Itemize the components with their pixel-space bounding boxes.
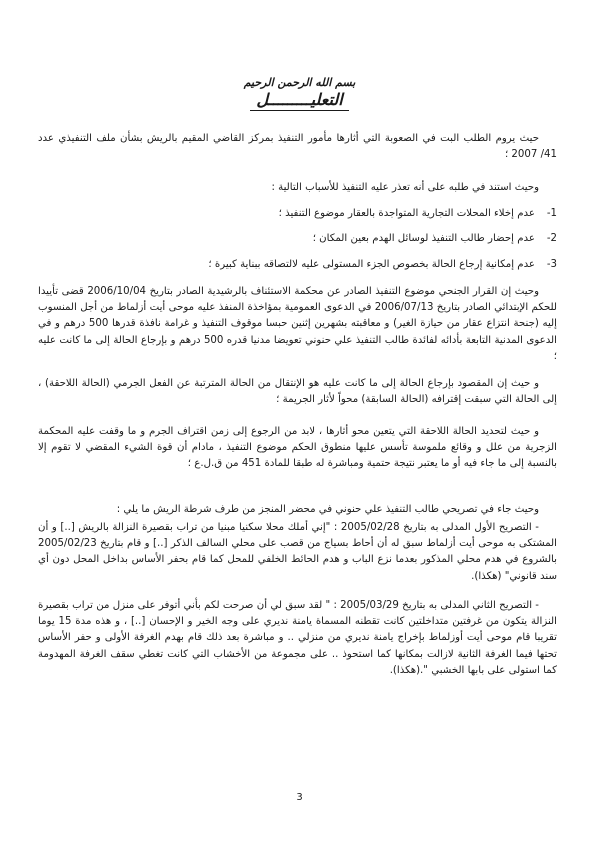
reason-number: 2-: [546, 233, 557, 244]
reason-text: عدم إحضار طالب التنفيذ لوسائل الهدم بعين المكان ؛: [312, 233, 535, 244]
page-number: 3: [296, 792, 303, 803]
section-title-text: التعليـــــــــل: [250, 90, 348, 111]
reason-item: [42, 258, 557, 272]
basmala-header: بسم الله الرحمن الرحيم: [243, 76, 356, 89]
paragraph-subsequent-state: و حيث لتحديد الحالة اللاحقة التي يتعين محو أثارها ، لابد من الرجوع إلى زمن اقتراف الجرم و ما وقفت عليه المحكمة الزجرية من علل و وقائع ملموسة تأسس عليها منطوق الحكم موضوع التنفيذ ، مادام أن قوة الشيء المقضي لا تقوم إلا بالنسبة إلى ما جاء فيه أو ما يعتبر نتيجة حتمية ومباشرة له طبقا للمادة 451 من ق.ل.ع ؛: [38, 426, 557, 470]
reason-item: [42, 207, 557, 221]
reason-number: 1-: [546, 208, 557, 219]
paragraph-first-statement: - التصريح الأول المدلى به بتاريخ 2005/02/28 : "إني أملك محلا سكنيا مبنيا من تراب بقصيرة النزالة بالريش [..] و أن المشتكى به موحى أيت أزلماط سبق له أن أحاط بسياج من قصب على محلي السالف الذكر [..] و قام بتاريخ 2005/02/23 بالشروع في هدم محلي المذكور بعدما نزع الباب و هدم الحائط الخلفي للمحل كما قام بحفر الأساس بداخل المحل دون أي سند قانوني" (هكذا).: [38, 522, 557, 582]
paragraph-second-statement: - التصريح الثاني المدلى به بتاريخ 2005/03/29 : " لقد سبق لي أن صرحت لكم بأني أتوفر على منزل من تراب بقصيرة النزالة يتكون من غرفتين متداخلتين كانت تقطنه المسماة يامنة نديري على وجه الخير و الإحسان [..] ، و هذه مدة 15 يوما تقريبا قام موحى أيت أوزلماط بإخراج يامنة نديري من منزلي .. و مباشرة بعد ذلك قام بهدم الغرفة الأولى و حفر الأساس تحتها فيما الغرفة الثانية لازالت بمكانها كما استحوذ .. على مجموعة من الأخشاب التي كانت تغطي سقف الغرفة المهدومة كما استولى على بابها الخشبي ".(هكذا).: [38, 600, 557, 676]
reason-number: 3-: [546, 259, 557, 270]
paragraph-statements-intro: وحيث جاء في تصريحي طالب التنفيذ علي حنوني في محضر المنجز من طرف شرطة الريش ما يلي :: [116, 504, 539, 515]
paragraph-reasons-intro: وحيث استند في طلبه على أنه تعذر عليه التنفيذ للأسباب التالية :: [271, 182, 539, 193]
reason-text: عدم إخلاء المحلات التجارية المتواجدة بالعقار موضوع التنفيذ ؛: [278, 208, 535, 219]
section-title: [0, 90, 599, 109]
paragraph-judgment: وحيث إن القرار الجنحي موضوع التنفيذ الصادر عن محكمة الاستئناف بالرشيدية الصادر بتاريخ 2006/10/04 قضى تأييدا للحكم الإبتدائي الصادر بتاريخ 2006/07/13 في الدعوى العمومية بمؤاخذة المنفذ عليه موحى أيت أزلماط من أجل المنسوب إليه (جنحة انتزاع عقار من حيازة الغير) و معاقبته بشهرين إثنين حبسا موقوف التنفيذ و غرامة نافذة قدرها 500 درهم و في الدعوى المدنية التابعة بأدائه لفائدة طالب التنفيذ علي حنوني تعويضا مدنيا قدره 500 درهم و بإرجاع الحالة إلى ما كانت عليه ؛: [38, 286, 558, 362]
reason-text: عدم إمكانية إرجاع الحالة بخصوص الجزء المستولى عليه لالتصاقه ببناية كبيرة ؛: [208, 259, 535, 270]
paragraph-restoration-meaning: و حيث إن المقصود بإرجاع الحالة إلى ما كانت عليه هو الإنتقال من الحالة المترتبة عن الفعل الجرمي (الحالة اللاحقة) ، إلى الحالة التي سبقت إقترافه (الحالة السابقة) محواً لأثار الجريمة ؛: [38, 378, 557, 406]
reason-item: [42, 232, 557, 246]
paragraph-request: حيث يروم الطلب البت في الصعوبة التي أثارها مأمور التنفيذ بمركز القاضي المقيم بالريش بشأن ملف التنفيذي عدد 41/ 2007 ؛: [38, 133, 557, 161]
